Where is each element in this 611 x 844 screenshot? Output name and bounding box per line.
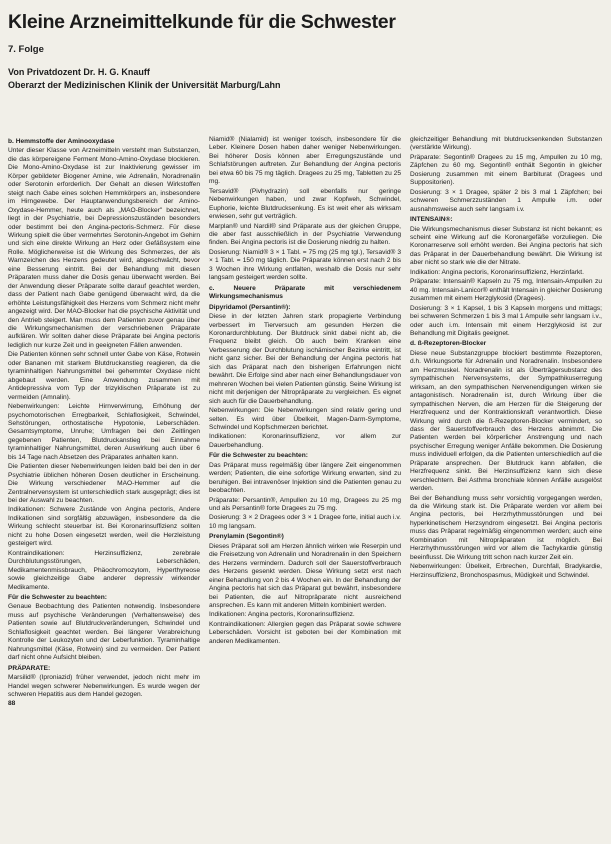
body-paragraph: Diese neue Substanzgruppe blockiert bestimmte Rezeptoren, d.h. Wirkungsorte für Adrenalin und Noradrenalin. Insbesondere am Herzmuskel. Noradrenalin ist als Überträgersubstanz des sympathischen Nervensystems, der Sympathikuserregung wirksam, an den sympathischen Nervenendigungen wirken sie antagonistisch. Noradrenalin ist, durch Wirkung über die sympathischen Nerven, die am Herzen für die Steigerung der Herzfrequenz und der Kontraktionskraft verantwortlich. Diese Wirkung wird durch die ß-Rezeptoren-Blocker vermindert, so dass der Sauerstoffverbrauch des Herzens abnimmt. Die Patienten werden bei körperlicher Anstrengung und nach psychischer Erregung weniger Anfälle bekommen. Die Dosierung muss individuell erfolgen, da die Patienten unterschiedlich auf die Präparate ansprechen. Der Blutdruck kann abfallen, die Herzfrequenz sinkt. Bei Herzinsuffizienz kann sich diese verschlechtern. Bei Asthma bronchiale können Anfälle ausgelöst werden. [410,349,602,493]
page-number: 88 [8,700,16,708]
body-paragraph: Niamid® (Nialamid) ist weniger toxisch, insbesondere für die Leber. Kleinere Dosen haben daher weniger Nebenwirkungen. Bei höherer Dosis können aber Erregungszustände und Schlafstörungen auftreten. Zur Behandlung der Angina pectoris bei etwa 60 bis 75 mg täglich. Dragees zu 25 mg, Tabletten zu 25 mg. [209,136,401,186]
author-affiliation: Oberarzt der Medizinischen Klinik der Universität Marburg/Lahn [8,80,281,90]
section-heading: d. ß-Rezeptoren-Blocker [410,340,487,348]
body-paragraph: Nebenwirkungen: Leichte Hirnverwirrung, Erhöhung der psychomotorischen Erregbarkeit, Schlaflosigkeit, Schwindel, Sehstörungen, orthostatische Hypotonie, Leberschäden. Gesamtsymptome, Unruhe; Umfragen bei den Zeitlingen gegebenen Patienten, Blutdruckanstieg bei Einnahme tyraminhaltiger Nahrungsmittel, deren Auswirkung auch über 6 bis 14 Tage nach Absetzen des Präparates anhalten kann. [8,403,200,461]
body-paragraph: Genaue Beobachtung des Patienten notwendig. Insbesondere muss auf psychische Veränderungen (Verhaltensweise) des Patienten sowie auf Blutdruckveränderungen, Schwindel und Schlaflosigkeit geachtet werden. Bei längerer Verabreichung Kontrolle der Leukozyten und der Leberfunktion. Tyraminhaltige Nahrungsmittel (Käse, Rotwein) sind zu vermeiden. Der Patient darf nicht ohne Aufsicht bleiben. [8,603,200,662]
body-paragraph: Kontraindikationen: Herzinsuffizienz, zerebrale Durchblutungsstörungen, Leberschäden, Medikamentenmissbrauch, Phäochromozytom, Hyperthyreose sowie gleichzeitige Gabe anderer depressiv wirkender Medikamente. [8,549,200,591]
body-paragraph: Präparate: Segontin® Dragees zu 15 mg, Ampullen zu 10 mg, Zäpfchen zu 60 mg. Segontin® enthält Segontin in gleicher Dosierung zusammen mit einem Barbiturat (Dragees und Suppositorien). [410,153,602,187]
body-paragraph: Tersavid® (Pivhydrazin) soll ebenfalls nur geringe Nebenwirkungen haben, und zwar Kopfweh, Schwindel, Euphorie, leichte Blutdrucksenkung. Es ist weit eher als wirksam erwiesen, sehr gut verträglich. [209,187,401,221]
text-column-3 [410,136,602,836]
body-paragraph: Die Wirkungsmechanismus dieser Substanz ist nicht bekannt; es scheint eine Wirkung auf die Koronargefäße vorzuliegen. Die Koronarreserve soll erhöht werden. Bei Angina pectoris hat sich das Präparat in der Dauerbehandlung bewährt. Die Wirkung ist aber nicht so stark wie die der Nitrate. [410,225,602,267]
body-paragraph: Dosierung: 3 × 1 Kapsel, 1 bis 3 Kapseln morgens und mittags; bei schweren Schmerzen 1 bis 3 mal 1 Ampulle sehr langsam i.v., oder auch i.m. Intensain mit einem Herzglykosid ist zur Behandlung mit Digitalis geeignet. [410,304,602,337]
text-column-2 [209,136,401,836]
section-heading: b. Hemmstoffe der Aminooxydase [8,138,115,145]
body-paragraph: Marsilid® (Iproniazid) früher verwendet, jedoch nicht mehr im Handel wegen schwerer Nebenwirkungen. Es wurde wegen der schweren Hepatitis aus dem Handel gezogen. [8,674,200,698]
section-heading: c. Neuere Präparate mit verschiedenem Wirkungsmechanismus [209,284,401,301]
body-paragraph: Die Patienten dieser Nebenwirkungen leiden bald bei den in der Psychiatrie üblichen höheren Dosen deutlicher in Erscheinung. Die Wirkung verschiedener MAO-Hemmer auf die Zentralnervensystem ist unterschiedlich stark ausgeprägt; dies ist bei der Auswahl zu beachten. [8,463,200,505]
body-paragraph: Dosierung: 3 × 1 Dragee, später 2 bis 3 mal 1 Zäpfchen; bei schweren Schmerzzuständen 1 Ampulle i.m. oder ausnahmsweise auch sehr langsam i.v. [410,188,602,213]
body-paragraph: Unter dieser Klasse von Arzneimitteln versteht man Substanzen, die das körpereigene Ferment Mono-Amino-Oxydase blockieren. Die Mono-Amino-Oxydase ist zur Inaktivierung gewisser im Körper gebildeter Biogener Amine, wie Adrenalin, Noradrenalin oder Serotonin erforderlich. Der Gehalt an diesen Wirkstoffen steigt nach Gabe eines solchen Hemmkörpers an, insbesondere im Hirngewebe. Der Hauptanwendungsbereich der Amino-Oxydase-Hemmer, heute auch als „MAO-Blocker" bezeichnet, liegt in der Psychiatrie, bei Depressionszuständen besonders oder bestimmt bei den Angina-pectoris-Schmerz. Für diese Wirkung spielt die über vermehrtes Serotonin-Angebot im Gehirn und sich eine direkte Wirkung an Herz oder Gefäßsystem eine Rolle. Möglicherweise ist die Wirkung des Schmerzes, der als Warnzeichen des Herzens gedeutet wird, abgeschwächt, bevor eine Besserung eintritt. Bei der Behandlung mit diesen Präparaten muss daher die Dosis genau überwacht werden. Bei der Anwendung dieser Präparate sollte darauf geachtet werden, dass der Patient nach Gabe genügend überwacht wird, da die erhöhte Leistungsfähigkeit des Herzens vom Schmerz nicht mehr angezeigt wird. Der MAO-Blocker hat die psychische Aktivität und den Antrieb steigert. Man muss dem Patienten zuvor genau über die Wirkungsmechanismen der verschriebenen Präparate aufklären. Wir sollten daher diese Präparate bei Angina pectoris lediglich nur kurze Zeit und in geeigneten Fällen anwenden. [8,147,200,349]
body-paragraph: Die Patienten können sehr schnell unter Gabe von Käse, Rotwein oder Bananen mit starkem Blutdruckanstieg reagieren, da die tyraminhaltigen Nahrungsmittel bei gehemmter Oxydase nicht abgebaut werden. Eine Anwendung zusammen mit Antidepressiva vom Typ der trizyklischen Präparate ist zu vermeiden (Amnalin). [8,351,200,401]
body-paragraph: Dosierung: Niamid® 3 × 1 Tabl. = 75 mg (25 mg tgl.), Tersavid® 3 × 1 Tabl. = 150 mg täglich. Die Präparate können erst nach 2 bis 3 Wochen ihre Wirkung entfalten, weshalb die Dosis nur sehr langsam gesteigert werden sollte. [209,248,401,282]
body-paragraph: Indikation: Angina pectoris, Koronarinsuffizienz, Herzinfarkt. [410,268,584,276]
body-paragraph: Dieses Präparat soll am Herzen ähnlich wirken wie Reserpin und die Freisetzung von Adrenalin und Noradrenalin in den Speichern des Herzens vermindern. Dadurch soll der Sauerstoffverbrauch des Herzens gesenkt werden. Diese Wirkung setzt erst nach einer Behandlung von 2 bis 4 Wochen ein. In der Behandlung der Angina pectoris hat sich das Präparat gut bewährt, insbesondere bei Patienten, die auf Nitropräparate nicht ausreichend ansprechen. Es kann mit anderen Mitteln kombiniert werden. [209,542,401,610]
body-paragraph: Diese in der letzten Jahren stark propagierte Verbindung verbessert im Tierversuch am gesunden Herzen die Koronardurchblutung. Der Blutdruck sinkt dabei nicht ab, die Frequenz bleibt gleich. Ob auch beim Kranken eine Verbesserung der Durchblutung ischämischer Bezirke eintritt, ist nicht ganz sicher. Bei der Behandlung der Angina pectoris hat sich das Präparat nach den bisherigen Erfahrungen nicht bewährt. Die Erfolge sind aber nach einer Behandlungsdauer von mehreren Wochen bei vielen Patienten günstig. Seine Wirkung ist nicht mit derjenigen der Nitropräparate zu vergleichen. Es eignet sich auch für die Dauerbehandlung. [209,313,401,405]
section-heading: Dipyridamol (Persantin®): [209,303,291,311]
section-heading: PRÄPARATE: [8,664,51,672]
article-columns [8,136,602,836]
author-line: Von Privatdozent Dr. H. G. Knauff [8,67,150,77]
page-title: Kleine Arzneimittelkunde für die Schwester [8,11,396,33]
body-paragraph: Marplan® und Nardil® sind Präparate aus der gleichen Gruppe, die aber fast ausschließlich in der Psychiatrie Verwendung finden. Bei Angina pectoris ist die Dosierung niedrig zu halten. [209,222,401,247]
body-paragraph: Präparate: Persantin®, Ampullen zu 10 mg, Dragees zu 25 mg und als Persantin® forte Dragees zu 75 mg. [209,496,401,513]
body-paragraph: Indikationen: Angina pectoris, Koronarinsuffizienz. [209,611,355,619]
body-paragraph: Indikationen: Schwere Zustände von Angina pectoris, Andere Indikationen sind sorgfältig abzuwägen, insbesondere da die Wirkung schlecht steuerbar ist. Bei Koronarinsuffizienz sollten nicht zu hohe Dosen eingesetzt werden, weil die Herzleistung gesteigert wird. [8,506,200,548]
body-paragraph: Bei der Behandlung muss sehr vorsichtig vorgegangen werden, da die Wirkung stark ist. Die Präparate werden vor allem bei Angina pectoris, bei Herzrhythmusstörungen und bei hyperkinetischem Herzsyndrom eingesetzt. Bei Angina pectoris muss das Präparat regelmäßig eingenommen werden; auch eine Kombination mit Nitropräparaten ist möglich. Bei Herzrhythmusstörungen wird vor allem die Tachykardie günstig beeinflusst. Die Wirkung tritt schon nach kurzer Zeit ein. [410,494,602,561]
body-paragraph: Nebenwirkungen: Übelkeit, Erbrechen, Durchfall, Bradykardie, Herzinsuffizienz, Bronchospasmus, Müdigkeit und Schwindel. [410,563,602,579]
body-paragraph: Das Präparat muss regelmäßig über längere Zeit eingenommen werden; Patienten, die eine sofortige Wirkung erwarten, sind zu beruhigen. Bei intravenöser Injektion sind die Patienten genau zu beobachten. [209,461,401,495]
body-paragraph: Präparate: Intensain® Kapseln zu 75 mg, Intensain-Ampullen zu 40 mg. Intensain-Lanicor® enthält Intensain in gleicher Dosierung zusammen mit einem Herzglykosid (Dragees). [410,278,602,303]
section-heading: Für die Schwester zu beachten: [209,452,308,460]
body-paragraph: Nebenwirkungen: Die Nebenwirkungen sind relativ gering und selten. Es wird über Übelkeit, Magen-Darm-Symptome, Schwindel und Kopfschmerzen berichtet. [209,407,401,431]
series-number: 7. Folge [8,44,44,55]
text-column-1 [8,136,200,836]
body-paragraph: Indikationen: Koronarinsuffizienz, vor allem zur Dauerbehandlung. [209,433,401,449]
section-heading: INTENSAIN®: [410,216,453,224]
section-heading: Für die Schwester zu beachten: [8,594,107,602]
body-paragraph: Dosierung: 3 × 2 Dragees oder 3 × 1 Dragee forte, initial auch i.v. 10 mg langsam. [209,514,401,530]
section-heading: Prenylamin (Segontin®) [209,533,284,541]
body-paragraph: gleichzeitiger Behandlung mit blutdrucksenkenden Substanzen (verstärkte Wirkung). [410,136,602,152]
body-paragraph: Kontraindikationen: Allergien gegen das Präparat sowie schwere Leberschäden. Vorsicht ist geboten bei der Kombination mit anderen Medikamenten. [209,620,401,645]
